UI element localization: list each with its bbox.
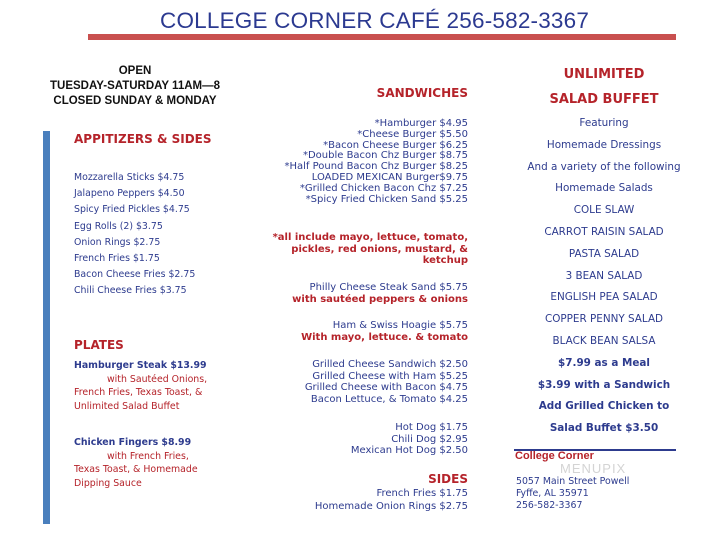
plate-hamburger-steak xyxy=(74,359,207,413)
list-item: ENGLISH PEA SALAD xyxy=(550,291,658,304)
salad-price: Salad Buffet $3.50 xyxy=(549,422,659,435)
salad-price: $3.99 with a Sandwich xyxy=(537,378,671,391)
address-block xyxy=(516,476,629,512)
list-item: LOADED MEXICAN Burger$9.75 xyxy=(311,171,468,183)
item-note: With mayo, lettuce. & tomato xyxy=(301,331,468,343)
list-item: Bacon Lettuce, & Tomato $4.25 xyxy=(310,393,468,405)
list-item: Homemade Salads xyxy=(555,182,653,195)
list-item: *Cheese Burger $5.50 xyxy=(357,128,468,140)
plate-desc: Unlimited Salad Buffet xyxy=(74,400,180,412)
grilled-list xyxy=(305,359,468,405)
list-item: BLACK BEAN SALSA xyxy=(552,334,656,347)
plate-desc: with Sautéed Onions, xyxy=(107,373,208,385)
list-item: Grilled Cheese Sandwich $2.50 xyxy=(312,359,468,370)
left-accent-bar xyxy=(43,131,50,524)
salad-buffet xyxy=(510,63,698,440)
plate-desc: Texas Toast, & Homemade xyxy=(74,464,198,475)
plate-desc: with French Fries, xyxy=(107,450,189,462)
plate-chicken-fingers xyxy=(74,436,198,490)
list-item: Philly Cheese Steak Sand $5.75 xyxy=(309,282,468,293)
list-item: French Fries $1.75 xyxy=(74,252,160,264)
plate-name: Hamburger Steak $13.99 xyxy=(74,360,207,371)
plate-name: Chicken Fingers $8.99 xyxy=(74,437,192,448)
list-item: Mozzarella Sticks $4.75 xyxy=(74,172,185,183)
hours-block xyxy=(30,64,240,109)
appetizers-heading: APPITIZERS & SIDES xyxy=(74,132,212,146)
list-item: CARROT RAISIN SALAD xyxy=(544,225,664,238)
sandwiches-list xyxy=(284,119,468,205)
title-underline xyxy=(88,34,676,40)
hours-open: OPEN xyxy=(118,65,152,77)
list-item: Egg Rolls (2) $3.75 xyxy=(74,220,163,232)
list-item: Hot Dog $1.75 xyxy=(395,422,468,433)
list-item: Ham & Swiss Hoagie $5.75 xyxy=(332,320,468,331)
plate-desc: Dipping Sauce xyxy=(74,477,142,489)
list-item: Jalapeno Peppers $4.50 xyxy=(74,188,185,200)
page-title: COLLEGE CORNER CAFÉ 256-582-3367 xyxy=(160,8,590,33)
list-item: *Bacon Cheese Burger $6.25 xyxy=(323,139,468,151)
list-item: Featuring xyxy=(579,117,629,129)
list-item: Chili Cheese Fries $3.75 xyxy=(74,285,187,297)
plate-desc: French Fries, Texas Toast, & xyxy=(74,387,203,398)
list-item: Grilled Cheese with Ham $5.25 xyxy=(312,370,468,382)
plates-heading: PLATES xyxy=(74,338,124,352)
list-item: COPPER PENNY SALAD xyxy=(544,313,664,326)
sides-heading: SIDES xyxy=(428,472,468,486)
list-item: Spicy Fried Pickles $4.75 xyxy=(74,204,190,216)
list-item: *Hamburger $4.95 xyxy=(374,118,468,129)
philly-item xyxy=(292,282,468,305)
hotdog-list xyxy=(351,422,468,457)
hours-closed: CLOSED SUNDAY & MONDAY xyxy=(53,95,217,107)
list-item: Grilled Cheese with Bacon $4.75 xyxy=(304,382,468,394)
note-line: *all include mayo, lettuce, tomato, xyxy=(272,232,468,243)
watermark: MENUPIX xyxy=(560,461,627,476)
sandwiches-heading: SANDWICHES xyxy=(376,86,468,100)
list-item: *Grilled Chicken Bacon Chz $7.25 xyxy=(299,182,468,194)
address-street: 5057 Main Street Powell xyxy=(516,476,630,487)
note-line: pickles, red onions, mustard, & xyxy=(291,243,468,255)
address-phone: 256-582-3367 xyxy=(516,500,583,511)
salad-price: $7.99 as a Meal xyxy=(558,356,650,369)
hours-days: TUESDAY-SATURDAY 11AM—8 xyxy=(50,80,220,92)
list-item: Onion Rings $2.75 xyxy=(74,236,161,248)
list-item: *Double Bacon Chz Burger $8.75 xyxy=(302,150,468,162)
list-item: Mexican Hot Dog $2.50 xyxy=(350,445,468,457)
list-item: *Spicy Fried Chicken Sand $5.25 xyxy=(305,193,468,205)
salad-price: Add Grilled Chicken to xyxy=(538,400,670,413)
list-item: *Half Pound Bacon Chz Burger $8.25 xyxy=(284,161,468,173)
address-city: Fyffe, AL 35971 xyxy=(516,488,589,499)
sides-list xyxy=(315,487,468,513)
appetizers-list xyxy=(74,170,195,300)
hoagie-item xyxy=(301,320,468,343)
list-item: Chili Dog $2.95 xyxy=(391,433,468,445)
note-line: ketchup xyxy=(422,255,468,267)
list-item: Homemade Onion Rings $2.75 xyxy=(314,501,468,512)
list-item: 3 BEAN SALAD xyxy=(565,269,643,282)
salad-heading-2: SALAD BUFFET xyxy=(549,92,659,107)
item-note: with sautéed peppers & onions xyxy=(292,293,468,305)
list-item: PASTA SALAD xyxy=(568,247,640,260)
list-item: COLE SLAW xyxy=(573,204,635,217)
list-item: French Fries $1.75 xyxy=(376,488,468,499)
address-name: College Corner xyxy=(515,450,594,462)
list-item: Homemade Dressings xyxy=(546,138,662,151)
list-item: And a variety of the following xyxy=(527,160,681,173)
list-item: Bacon Cheese Fries $2.75 xyxy=(74,269,196,281)
sandwich-note xyxy=(273,232,468,267)
salad-heading-1: UNLIMITED xyxy=(563,67,645,82)
